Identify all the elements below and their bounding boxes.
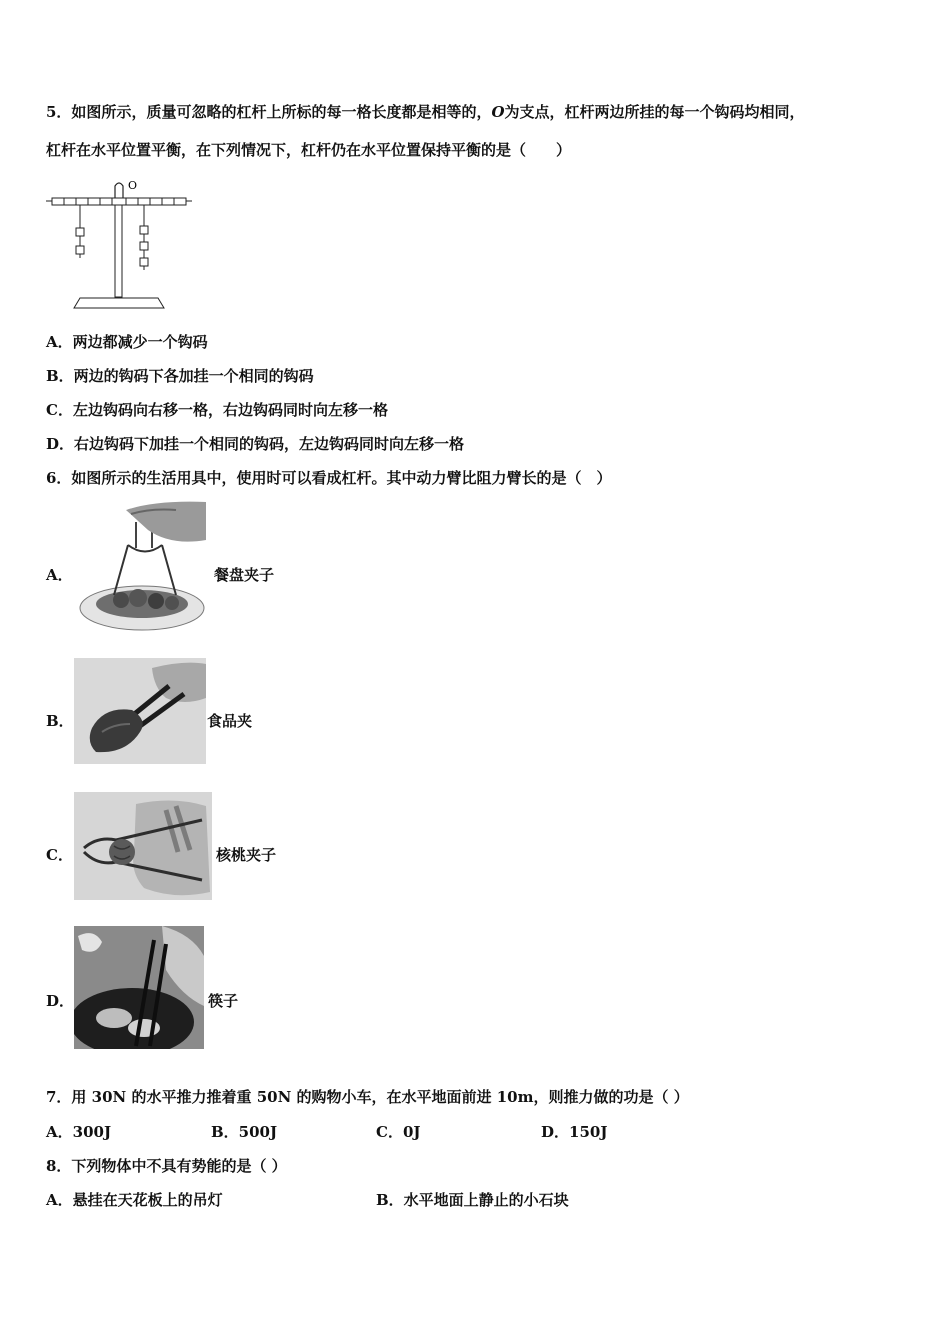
q5-option-a: A．两边都减少一个钩码: [46, 333, 208, 351]
lever-figure: [44, 176, 194, 314]
q6-option-c-letter: C．: [46, 846, 73, 864]
q5-stem-pivot: O: [491, 103, 505, 121]
q6-option-d-letter: D．: [46, 992, 75, 1010]
q5-stem-line2: 杠杆在水平位置平衡，在下列情况下，杠杆仍在水平位置保持平衡的是（ ）: [46, 141, 572, 159]
q5-stem-suffix: 为支点，杠杆两边所挂的每一个钩码均相同，: [504, 103, 805, 121]
q7-stem: 7．用 30N 的水平推力推着重 50N 的购物小车，在水平地面前进 10m，则推力做的功是（ ）: [46, 1088, 689, 1106]
q5-option-b: B．两边的钩码下各加挂一个相同的钩码: [46, 367, 314, 385]
q7-option-b: B．500J: [211, 1123, 278, 1141]
q5-stem-prefix: 5．如图所示，质量可忽略的杠杆上所标的每一格长度都是相等的，: [46, 103, 492, 121]
lever-pivot-label: O: [128, 179, 138, 192]
q7-option-d: D．150J: [541, 1123, 608, 1141]
q6-stem: 6．如图所示的生活用具中，使用时可以看成杠杆。其中动力臂比阻力臂长的是（ ）: [46, 469, 612, 487]
chopsticks-image: [74, 926, 204, 1049]
plate-clamp-image: [76, 500, 211, 636]
q6-option-a-caption: 餐盘夹子: [214, 566, 275, 584]
q6-option-d-caption: 筷子: [208, 992, 239, 1010]
q6-option-b-letter: B．: [46, 712, 74, 730]
q6-option-a-letter: A．: [46, 566, 73, 584]
q8-stem: 8．下列物体中不具有势能的是（ ）: [46, 1157, 287, 1175]
nutcracker-image: [74, 792, 212, 900]
q6-option-b-caption: 食品夹: [207, 712, 253, 730]
q7-option-a: A．300J: [46, 1123, 112, 1141]
q5-option-d: D．右边钩码下加挂一个相同的钩码，左边钩码同时向左移一格: [46, 435, 465, 453]
q5-option-c: C．左边钩码向右移一格，右边钩码同时向左移一格: [46, 401, 388, 419]
food-tongs-image: [74, 658, 206, 764]
q5-stem-line1: [46, 102, 805, 122]
q8-option-b: B．水平地面上静止的小石块: [376, 1191, 569, 1209]
q8-option-a: A．悬挂在天花板上的吊灯: [46, 1191, 223, 1209]
q7-option-c: C．0J: [376, 1123, 421, 1141]
q6-option-c-caption: 核桃夹子: [216, 846, 277, 864]
